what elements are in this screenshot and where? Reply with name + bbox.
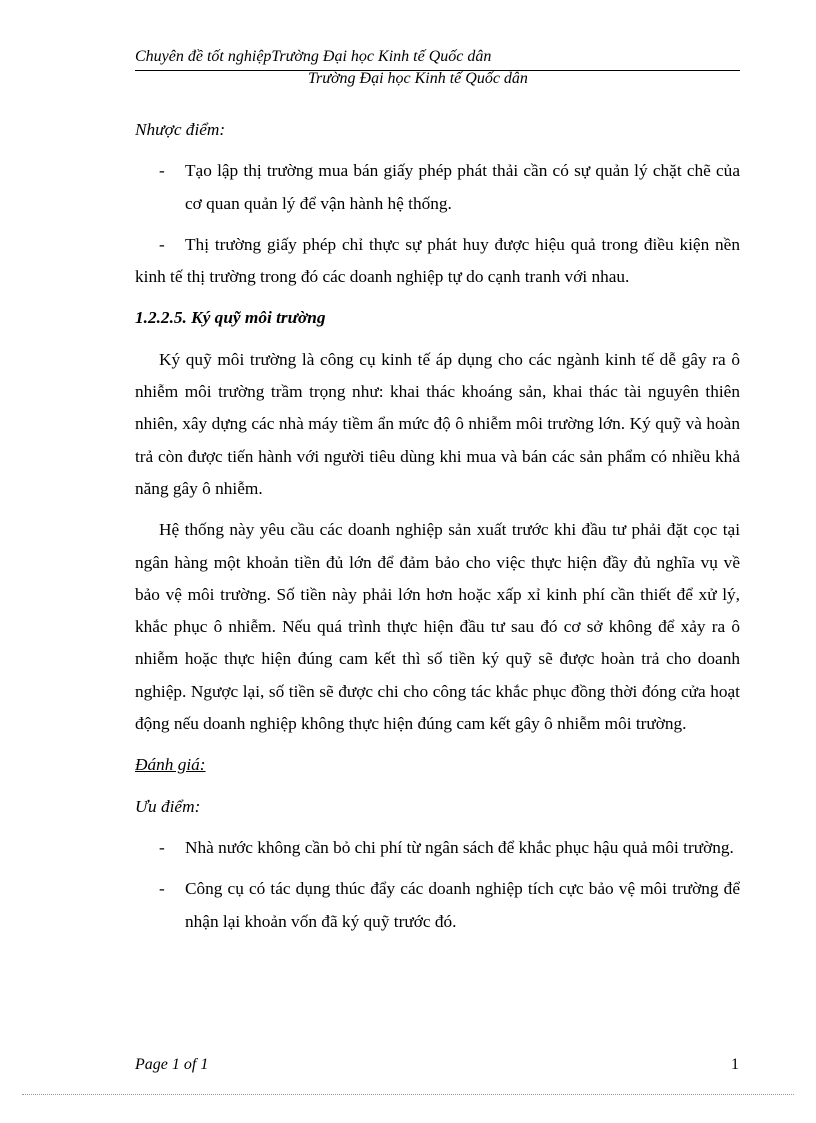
list-item-text: Công cụ có tác dụng thúc đẩy các doanh nghiệp tích cực bảo vệ môi trường để nhận lại khoản vốn đã ký quỹ trước đó. [185,879,740,931]
list-dash: - [159,879,165,899]
list-dash: - [159,234,165,254]
danh-gia-label: Đánh giá: [135,755,206,775]
document-body [135,114,740,947]
section-heading: 1.2.2.5. Ký quỹ môi trường [135,308,326,328]
paragraph: Ký quỹ môi trường là công cụ kinh tế áp dụng cho các ngành kinh tế dễ gây ra ô nhiễm môi trường trầm trọng như: khai thác khoáng sản, khai thác tài nguyên thiên nhiên, xây dựng các nhà máy tiềm ẩn mức độ ô nhiễm môi trường lớn. Ký quỹ và hoàn trả còn được tiến hành với người tiêu dùng khi mua và bán các sản phẩm có nhiều khả năng gây ô nhiễm. [135,349,740,498]
running-header-repeat: Trường Đại học Kinh tế Quốc dân [308,70,528,87]
list-item [135,873,740,938]
list-item [135,229,740,294]
list-item-text: Nhà nước không cần bỏ chi phí từ ngân sách để khắc phục hậu quả môi trường. [185,837,734,857]
running-header: Chuyên đề tốt nghiệpTrường Đại học Kinh tế Quốc dân [135,48,492,65]
list-dash: - [159,161,165,181]
page-label: Page 1 of 1 [135,1056,209,1073]
list-item-text: Tạo lập thị trường mua bán giấy phép phát thải cần có sự quản lý chặt chẽ của cơ quan quản lý để vận hành hệ thống. [185,161,740,213]
list-dash: - [159,837,165,857]
list-item [135,832,740,864]
page-number: 1 [731,1056,739,1073]
uu-diem-label: Ưu điểm: [135,796,201,816]
nhuoc-diem-label: Nhược điểm: [135,120,226,139]
page-bottom-dotted-line [22,1094,794,1095]
list-item [135,155,740,220]
list-item-text: Thị trường giấy phép chỉ thực sự phát huy được hiệu quả trong điều kiện nền kinh tế thị trường trong đó các doanh nghiệp tự do cạnh tranh với nhau. [135,234,740,287]
paragraph: Hệ thống này yêu cầu các doanh nghiệp sản xuất trước khi đầu tư phải đặt cọc tại ngân hàng một khoản tiền đủ lớn để đảm bảo cho việc thực hiện đầy đủ nghĩa vụ về bảo vệ môi trường. Số tiền này phải lớn hơn hoặc xấp xỉ kinh phí cần thiết để xử lý, khắc phục ô nhiễm. Nếu quá trình thực hiện đầu tư sau đó cơ sở không để xảy ra ô nhiễm hoặc thực hiện đúng cam kết thì số tiền ký quỹ sẽ được hoàn trả cho doanh nghiệp. Ngược lại, số tiền sẽ được chi cho công tác khắc phục đồng thời đóng cửa hoạt động nếu doanh nghiệp không thực hiện đúng cam kết gây ô nhiễm môi trường. [135,520,740,734]
